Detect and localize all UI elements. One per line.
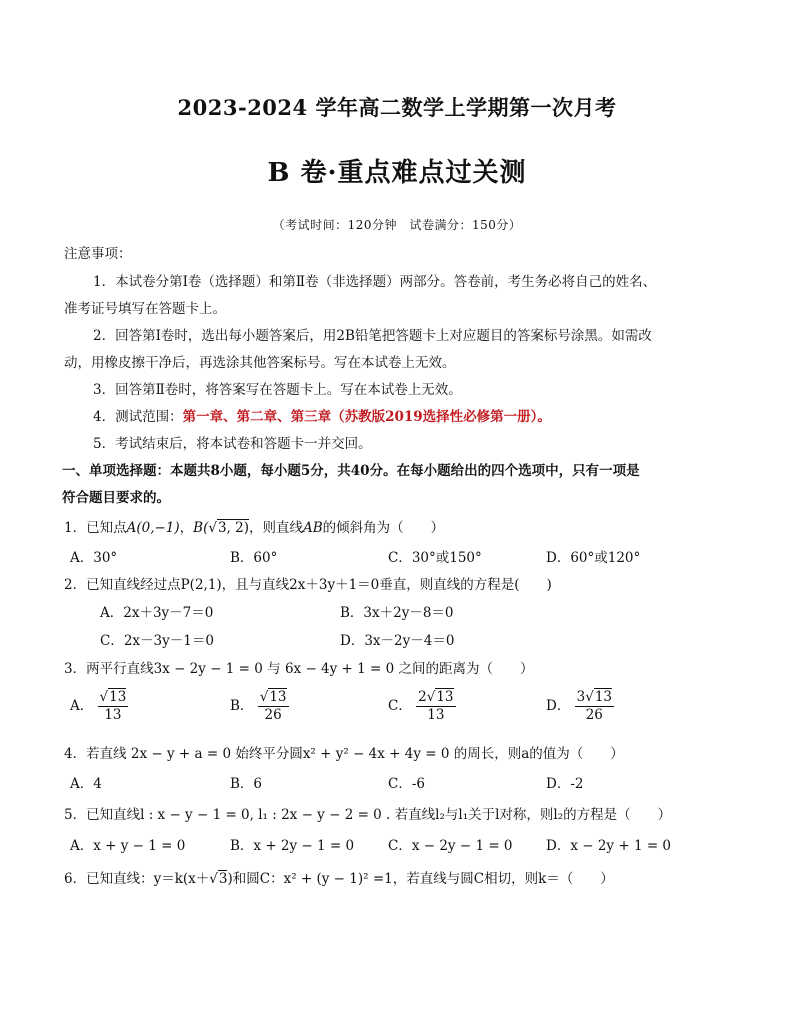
q3-option-b-fraction: $\frac{√13}{26}$	[259, 689, 287, 723]
q3-c-coef: 2	[418, 689, 427, 705]
q5-option-b[interactable]: B．x + 2y − 1 = 0	[230, 838, 355, 854]
q2-option-b[interactable]: B．3x＋2y－8＝0	[340, 605, 454, 621]
q5-option-d[interactable]: D．x − 2y + 1 = 0	[546, 838, 672, 854]
q1-pre: 1．已知点	[64, 520, 127, 536]
q4-option-b[interactable]: B．6	[230, 776, 263, 792]
q3-option-d-label: D．	[546, 698, 571, 714]
q3-c-den: 13	[427, 707, 445, 723]
q1-option-d[interactable]: D．60°或120°	[546, 550, 641, 566]
q6-pre: 6．已知直线：y＝k(x＋	[64, 871, 210, 887]
q4-option-d[interactable]: D．-2	[546, 776, 584, 792]
q3-option-b[interactable]	[230, 689, 289, 724]
q6-post: )和圆C：x² + (y − 1)² =1，若直线与圆C相切，则k＝（ ）	[227, 871, 614, 887]
q2-option-c[interactable]: C．2x－3y－1＝0	[100, 633, 214, 649]
time-info: （考试时间：120分钟 试卷满分：150分）	[272, 218, 522, 232]
q1-option-a[interactable]: A．30°	[70, 550, 118, 566]
note-3: 3．回答第Ⅱ卷时，将答案写在答题卡上。写在本试卷上无效。	[93, 382, 462, 398]
q3-option-a-label: A．	[70, 698, 94, 714]
q2-option-d[interactable]: D．3x－2y－4＝0	[340, 633, 455, 649]
q1-point-b-post: 3, 2)	[217, 520, 249, 536]
page-subtitle: B 卷·重点难点过关测	[267, 158, 527, 188]
q3-option-c[interactable]	[388, 689, 456, 724]
sqrt-symbol: √	[209, 871, 218, 887]
q3-option-c-fraction: $\frac{2√13}{13}$	[418, 689, 454, 723]
q4-option-a[interactable]: A．4	[70, 776, 102, 792]
q1-option-b[interactable]: B．60°	[230, 550, 278, 566]
q3-d-coef: 3	[576, 689, 586, 705]
q4-option-c[interactable]: C．-6	[388, 776, 425, 792]
question-5: 5．已知直线l : x − y − 1 = 0, l₁ : 2x − y − 2 = 0 . 若直线l₂与l₁关于l对称，则l₂的方程是（ ）	[64, 807, 672, 823]
notes-heading: 注意事项：	[64, 246, 132, 262]
q2-option-a[interactable]: A．2x＋3y－7＝0	[100, 605, 214, 621]
q3-c-num: 13	[436, 689, 454, 705]
note-4-prefix: 4．测试范围：	[93, 409, 183, 425]
q1-post: ，则直线	[249, 520, 303, 536]
q1-sep: ，	[179, 520, 194, 536]
note-1-line-2: 准考证号填写在答题卡上。	[64, 301, 226, 317]
q1-end: 的倾斜角为（ ）	[322, 520, 445, 536]
question-3: 3．两平行直线3x − 2y − 1 = 0 与 6x − 4y + 1 = 0 之间的距离为（ ）	[64, 661, 534, 677]
q1-ab: AB	[303, 520, 323, 536]
q3-option-c-label: C．	[388, 698, 412, 714]
q3-d-den: 26	[585, 707, 603, 723]
q3-option-a-fraction: $\frac{√13}{13}$	[99, 689, 127, 723]
section-heading-line-1: 一、单项选择题：本题共8小题，每小题5分，共40分。在每小题给出的四个选项中，只有一项是	[62, 463, 640, 479]
q5-option-a[interactable]: A．x + y − 1 = 0	[70, 838, 186, 854]
q3-option-b-label: B．	[230, 698, 254, 714]
q3-a-den: 13	[104, 707, 122, 723]
note-2-line-1: 2．回答第Ⅰ卷时，选出每小题答案后，用2B铅笔把答题卡上对应题目的答案标号涂黑。如需改	[93, 328, 652, 344]
sqrt-symbol: √	[208, 520, 217, 536]
question-2: 2．已知直线经过点P(2,1)，且与直线2x＋3y＋1＝0垂直，则直线的方程是( )	[64, 577, 552, 593]
q3-a-num: 13	[109, 689, 127, 705]
note-4-range: 第一章、第二章、第三章（苏教版2019选择性必修第一册）。	[182, 409, 551, 425]
q1-point-a: A(0,−1)	[126, 520, 180, 536]
question-6	[64, 869, 614, 889]
page-title: 2023-2024 学年高二数学上学期第一次月考	[177, 95, 617, 120]
question-1	[64, 518, 444, 538]
q3-b-den: 26	[264, 707, 282, 723]
q5-option-c[interactable]: C．x − 2y − 1 = 0	[388, 838, 513, 854]
question-4: 4．若直线 2x − y + a = 0 始终平分圆x² + y² − 4x + 4y = 0 的周长，则a的值为（ ）	[64, 746, 624, 762]
q3-option-d[interactable]	[546, 689, 614, 724]
q6-sqrt-val: 3	[218, 871, 228, 887]
q1-option-c[interactable]: C．30°或150°	[388, 550, 482, 566]
section-heading-line-2: 符合题目要求的。	[62, 490, 170, 506]
q3-b-num: 13	[269, 689, 287, 705]
note-2-line-2: 动，用橡皮擦干净后，再选涂其他答案标号。写在本试卷上无效。	[64, 355, 456, 371]
note-1-line-1: 1．本试卷分第Ⅰ卷（选择题）和第Ⅱ卷（非选择题）两部分。答卷前，考生务必将自己的姓名、	[93, 274, 657, 290]
note-5: 5．考试结束后，将本试卷和答题卡一并交回。	[93, 436, 372, 452]
q1-point-b-pre: B(	[193, 520, 209, 536]
note-4	[93, 407, 551, 427]
q3-option-d-fraction: $\frac{3√13}{26}$	[576, 689, 613, 723]
q3-option-a[interactable]	[70, 689, 128, 724]
q3-d-num: 13	[594, 689, 613, 705]
